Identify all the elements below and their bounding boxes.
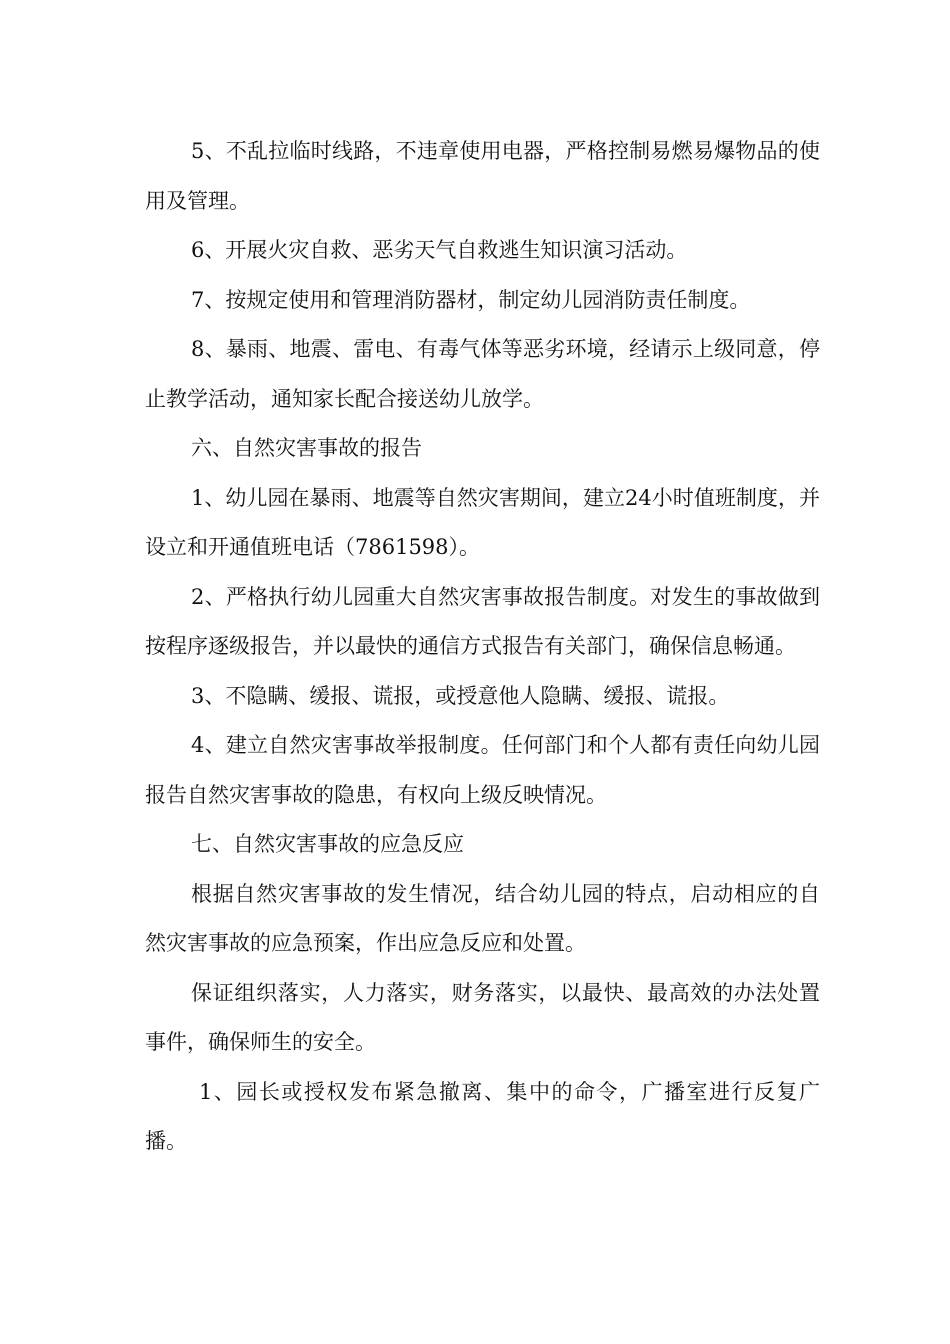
paragraph-response-guarantee: 保证组织落实，人力落实，财务落实，以最快、最高效的办法处置事件，确保师生的安全。 [145,980,820,1054]
paragraph-item-8: 8、暴雨、地震、雷电、有毒气体等恶劣环境，经请示上级同意，停止教学活动，通知家长配合接送幼儿放学。 [145,337,820,411]
paragraph-response-intro: 根据自然灾害事故的发生情况，结合幼儿园的特点，启动相应的自然灾害事故的应急预案，作出应急反应和处置。 [145,881,820,955]
paragraph-report-1: 1、幼儿园在暴雨、地震等自然灾害期间，建立24小时值班制度，并设立和开通值班电话（7861598）。 [145,485,820,559]
paragraph-item-6: 6、开展火灾自救、恶劣天气自救逃生知识演习活动。 [191,238,688,262]
document-body [145,127,820,1167]
section-heading-7: 七、自然灾害事故的应急反应 [191,832,464,856]
paragraph-response-1: 1、园长或授权发布紧急撤离、集中的命令，广播室进行反复广播。 [145,1079,820,1153]
section-heading-6: 六、自然灾害事故的报告 [191,436,422,460]
paragraph-item-5: 5、不乱拉临时线路，不违章使用电器，严格控制易燃易爆物品的使用及管理。 [145,139,820,213]
paragraph-report-2: 2、严格执行幼儿园重大自然灾害事故报告制度。对发生的事故做到按程序逐级报告，并以最快的通信方式报告有关部门，确保信息畅通。 [145,584,820,658]
paragraph-report-3: 3、不隐瞒、缓报、谎报，或授意他人隐瞒、缓报、谎报。 [191,683,730,708]
paragraph-report-4: 4、建立自然灾害事故举报制度。任何部门和个人都有责任向幼儿园报告自然灾害事故的隐患，有权向上级反映情况。 [145,733,820,807]
paragraph-item-7: 7、按规定使用和管理消防器材，制定幼儿园消防责任制度。 [191,287,751,312]
